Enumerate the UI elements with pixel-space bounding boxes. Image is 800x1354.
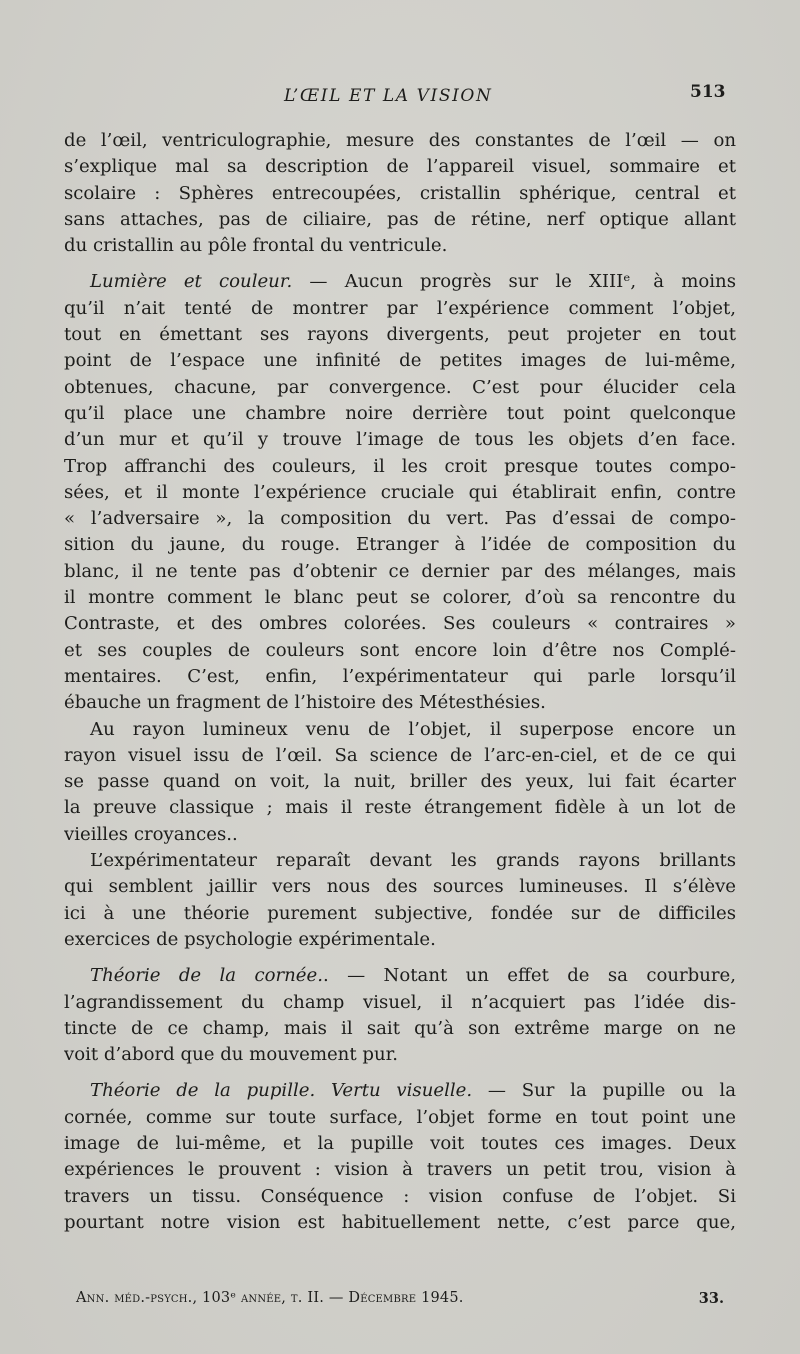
text-line: cornée, comme sur toute surface, l’objet forme en tout point une [64,1106,736,1128]
text-line: Trop affranchi des couleurs, il les croit presque toutes compo- [64,455,736,477]
text-line: voit d’abord que du mouvement pur. [64,1044,399,1066]
text-line: expériences le prouvent : vision à travers un petit trou, vision à [64,1159,736,1181]
text-line: tout en émettant ses rayons divergents, peut projeter en tout [64,324,736,346]
text-line: tincte de ce champ, mais il sait qu’à son extrême marge on ne [64,1017,736,1039]
text-line: obtenues, chacune, par convergence. C’est pour élucider cela [64,376,736,398]
text-line: ici à une théorie purement subjective, fondée sur de difficiles [64,902,736,924]
paragraph [64,963,736,1068]
paragraph [64,717,736,848]
text-line: du cristallin au pôle frontal du ventricule. [64,235,448,257]
text-line: d’un mur et qu’il y trouve l’image de tous les objets d’en face. [64,429,736,451]
text-line: Contraste, et des ombres colorées. Ses couleurs « contraires » [64,613,736,635]
text-line: L’expérimentateur reparaît devant les grands rayons brillants [90,850,736,872]
text-line: « l’adversaire », la composition du vert. Pas d’essai de compo- [64,508,736,530]
section-heading: Théorie de la cornée. [90,965,323,987]
text-line: Théorie de la cornée.. — Notant un effet de sa courbure, [90,965,736,987]
text-line: point de l’espace une infinité de petites images de lui-même, [64,350,736,372]
text-line: il montre comment le blanc peut se colorer, d’où sa rencontre du [64,587,736,609]
text-line: sition du jaune, du rouge. Etranger à l’idée de composition du [64,534,736,556]
running-title: L’ŒIL ET LA VISION [284,86,493,106]
text-line: rayon visuel issu de l’œil. Sa science de l’arc-en-ciel, et de ce qui [64,744,736,766]
text-line: mentaires. C’est, enfin, l’expérimentateur qui parle lorsqu’il [64,665,736,687]
paragraph [64,128,736,259]
text-line: s’explique mal sa description de l’appareil visuel, sommaire et [64,156,736,178]
text-line: ébauche un fragment de l’histoire des Métesthésies. [64,692,546,714]
text-line: sans attaches, pas de ciliaire, pas de rétine, nerf optique allant [64,208,736,230]
text-line: travers un tissu. Conséquence : vision confuse de l’objet. Si [64,1185,736,1207]
text-line: l’agrandissement du champ visuel, il n’acquiert pas l’idée dis- [64,991,736,1013]
text-line: et ses couples de couleurs sont encore loin d’être nos Complé- [64,639,736,661]
section-heading: Lumière et couleur. [90,271,293,293]
text-line: scolaire : Sphères entrecoupées, cristallin sphérique, central et [64,182,736,204]
text-line: Au rayon lumineux venu de l’objet, il superpose encore un [90,718,736,740]
section-heading: Théorie de la pupille. Vertu visuelle. [90,1080,473,1102]
signature-mark: 33. [698,1290,724,1307]
text-line: Lumière et couleur. — Aucun progrès sur le XIIIᵉ, à moins [90,271,736,293]
text-line: pourtant notre vision est habituellement nette, c’est parce que, [64,1211,736,1233]
text-line: Théorie de la pupille. Vertu visuelle. — Sur la pupille ou la [90,1080,736,1102]
running-header [0,82,800,112]
text-line: blanc, il ne tente pas d’obtenir ce dernier par des mélanges, mais [64,560,736,582]
text-line: la preuve classique ; mais il reste étrangement fidèle à un lot de [64,797,736,819]
text-line: exercices de psychologie expérimentale. [64,928,436,950]
paragraph [64,269,736,716]
page-footer [76,1290,724,1314]
text-line: de l’œil, ventriculographie, mesure des constantes de l’œil — on [64,130,736,151]
text-line: qu’il n’ait tenté de montrer par l’expérience comment l’objet, [64,297,736,319]
paragraph [64,848,736,953]
text-line: qui semblent jaillir vers nous des sources lumineuses. Il s’élève [64,876,736,898]
text-line: vieilles croyances.. [64,823,238,845]
text-line: sées, et il monte l’expérience cruciale qui établirait enfin, contre [64,481,736,503]
journal-citation: Ann. méd.-psych., 103ᵉ année, t. II. — Décembre 1945. [76,1290,464,1306]
page-number: 513 [690,82,726,102]
text-line: se passe quand on voit, la nuit, briller des yeux, lui fait écarter [64,771,736,793]
text-line: qu’il place une chambre noire derrière tout point quelconque [64,402,736,424]
text-line: image de lui-même, et la pupille voit toutes ces images. Deux [64,1132,736,1154]
paragraph [64,1078,736,1236]
body-text [64,128,736,1236]
